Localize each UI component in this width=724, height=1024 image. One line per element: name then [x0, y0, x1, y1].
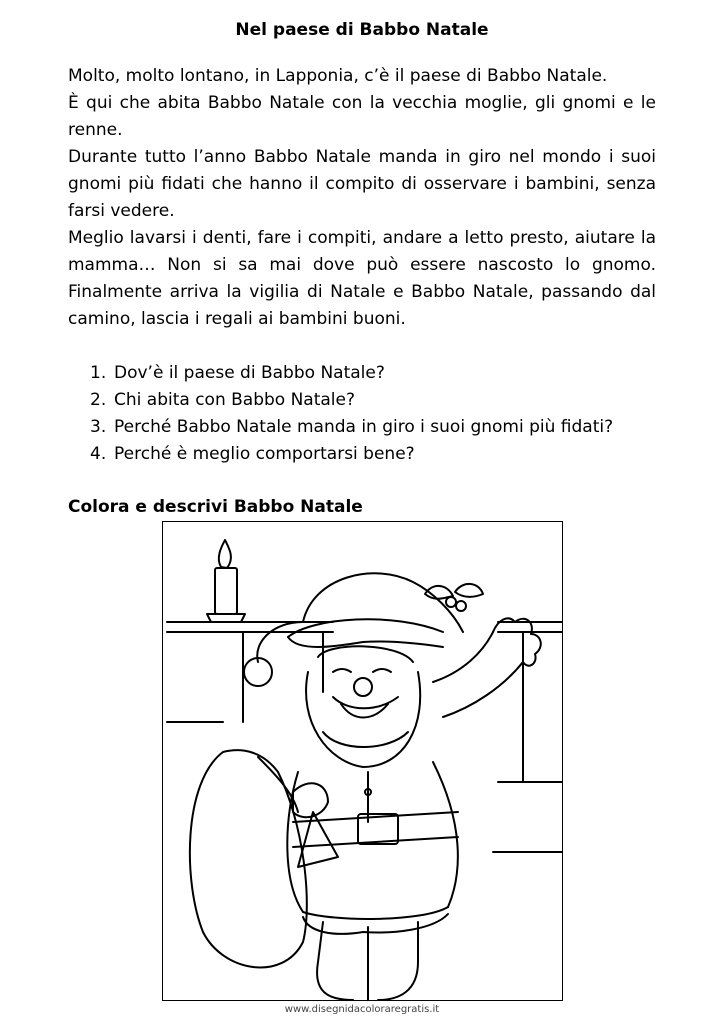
page-title: Nel paese di Babbo Natale [235, 20, 489, 40]
question-item: 3. Perché Babbo Natale manda in giro i suoi gnomi più fidati? [90, 417, 614, 437]
question-text: Dov’è il paese di Babbo Natale? [114, 363, 385, 383]
story-paragraph-4: Meglio lavarsi i denti, fare i compiti, andare a letto presto, aiutare la mamma… Non si sa mai dove può essere nascosto lo gnomo. Finalmente arriva la vigilia di Natale e Babbo Natale, passando dal camino, lascia i regali ai bambini buoni. [68, 228, 656, 329]
question-item: 1. Dov’è il paese di Babbo Natale? [90, 363, 385, 383]
question-item: 4. Perché è meglio comportarsi bene? [90, 444, 415, 464]
question-text: Chi abita con Babbo Natale? [114, 390, 356, 410]
story-text [68, 63, 656, 333]
question-item: 2. Chi abita con Babbo Natale? [90, 390, 356, 410]
santa-claus-illustration [162, 521, 563, 1001]
story-paragraph-3: Durante tutto l’anno Babbo Natale manda in giro nel mondo i suoi gnomi più fidati che hanno il compito di osservare i bambini, senza farsi vedere. [68, 147, 656, 221]
website-footer: www.disegnidacoloraregratis.it [284, 1004, 440, 1015]
question-list [68, 360, 656, 468]
story-paragraph-1: Molto, molto lontano, in Lapponia, c’è il paese di Babbo Natale. [68, 66, 608, 86]
section-title: Colora e descrivi Babbo Natale [68, 497, 363, 517]
story-paragraph-2: È qui che abita Babbo Natale con la vecchia moglie, gli gnomi e le renne. [68, 93, 656, 140]
question-text: Perché Babbo Natale manda in giro i suoi gnomi più fidati? [114, 417, 614, 437]
question-text: Perché è meglio comportarsi bene? [114, 444, 415, 464]
holly-icon [425, 584, 483, 611]
candle-icon [207, 540, 245, 622]
